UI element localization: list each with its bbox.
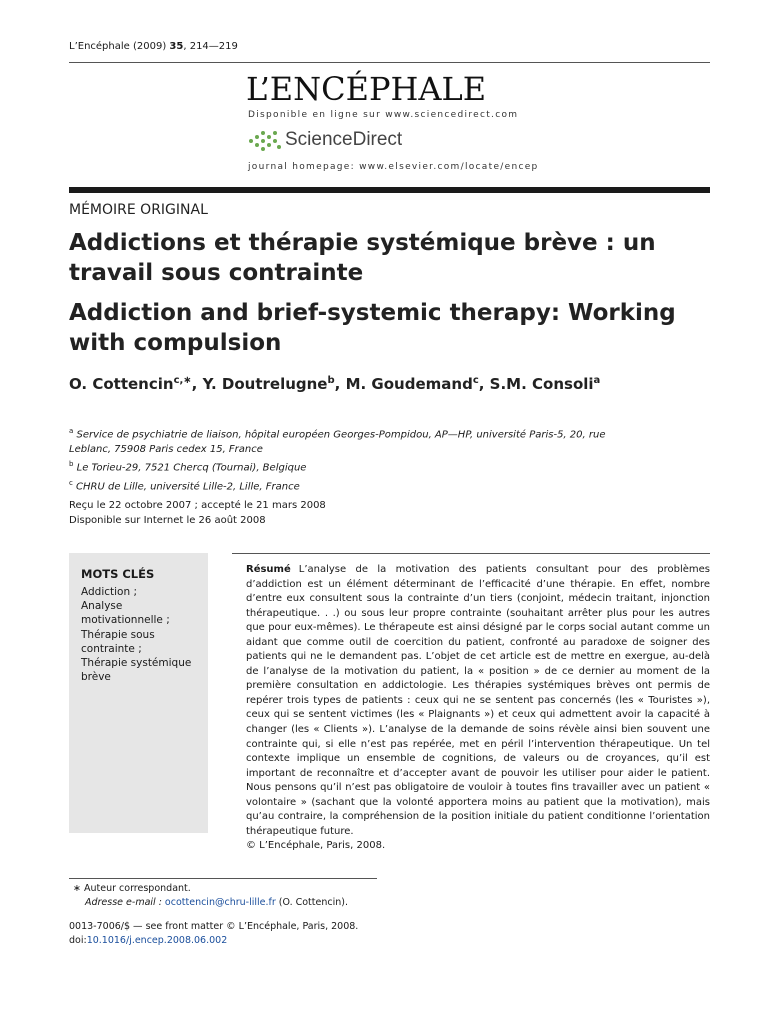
header-thick-rule bbox=[69, 187, 710, 193]
section-label: MÉMOIRE ORIGINAL bbox=[69, 202, 208, 218]
keywords-box bbox=[69, 553, 208, 833]
online-date: Disponible sur Internet le 26 août 2008 bbox=[69, 515, 266, 526]
journal-citation: L’Encéphale (2009) 35, 214—219 bbox=[69, 41, 238, 52]
abstract-copyright: © L’Encéphale, Paris, 2008. bbox=[246, 840, 386, 852]
received-date: Reçu le 22 octobre 2007 ; accepté le 21 mars 2008 bbox=[69, 500, 326, 511]
keyword: Thérapie sous contrainte ; bbox=[81, 628, 155, 655]
sciencedirect-logo[interactable] bbox=[247, 127, 402, 153]
abstract-divider bbox=[232, 553, 710, 554]
author: Y. Doutrelugne$^b$, bbox=[202, 375, 346, 393]
title-french: Addictions et thérapie systémique brève : un travail sous contrainte bbox=[69, 230, 656, 286]
abstract bbox=[246, 563, 710, 854]
header-divider bbox=[69, 62, 710, 63]
abstract-label: Résumé bbox=[246, 564, 291, 575]
keywords-list bbox=[81, 585, 203, 684]
author: S.M. Consoli$^a$ bbox=[489, 375, 601, 393]
corresponding-author: Auteur correspondant. bbox=[84, 883, 191, 894]
footnote-divider bbox=[69, 878, 377, 879]
journal-logo: L’ENCÉPHALE bbox=[246, 70, 487, 108]
author: M. Goudemand$^c$, bbox=[345, 375, 490, 393]
affiliation: $^c$ CHRU de Lille, université Lille-2, Lille, France bbox=[69, 479, 300, 493]
article-dates bbox=[69, 498, 326, 528]
doi-link[interactable]: 10.1016/j.encep.2008.06.002 bbox=[86, 935, 228, 946]
author-list bbox=[69, 375, 600, 393]
abstract-text: L’analyse de la motivation des patients consultant pour des problèmes d’addiction est un élément déterminant de l’efficacité d’une thérapie. En effet, nombre d’entre eux consultent sous la contrainte d’un tiers (conjoint, médecin traitant, injonction thérapeutique. . .) ou sous leur propre contrainte (souhaitant arrêter plus pour les autres que pour eux-mêmes). Le thérapeute est ainsi désigné par le corps social autant comme un aidant que comme outil de coercition du patient, confronté au paradoxe de soigner des patients qui ne le demandent pas. L’objet de cet article est de mettre en exergue, au-delà de l’analyse de la motivation du patient, la « position » de ce dernier au moment de la première consultation en addictologie. Les thérapies systémiques brèves ont permis de repérer trois types de patients : ceux qui ne se sentent pas concernés (les « Touristes »), ceux qui se sentent victimes (les « Plaignants ») et ceux qui admettent avoir la capacité à changer (les « Clients »). L’analyse de la demande de soins révèle ainsi bien souvent une contrainte qui, si elle n’est pas repérée, met en péril l’intervention thérapeutique. Un tel contexte implique un ensemble de cognitions, de valeurs ou de croyances, qu’il est important de reconnaître et d’accepter avant de pouvoir les utiliser pour aider le patient. Nous pensons qu’il n’est pas obligatoire de vouloir à toutes fins travailler avec un patient « volontaire » (sachant que la volonté apportera moins au patient que la motivation), mais qu’au contraire, la compréhension de la position initiale du patient conditionne l’orientation thérapeutique future. bbox=[246, 564, 710, 837]
issn-line: 0013-7006/$ — see front matter © L’Encéphale, Paris, 2008. bbox=[69, 921, 359, 932]
affiliations bbox=[69, 424, 629, 495]
affiliation: $^b$ Le Torieu-29, 7521 Chercq (Tournai), Belgique bbox=[69, 460, 307, 474]
affiliation: $^a$ Service de psychiatrie de liaison, hôpital européen Georges-Pompidou, AP—HP, université Paris-5, 20, rue Leblanc, 75908 Paris cedex 15, France bbox=[69, 427, 606, 455]
available-online-text[interactable]: Disponible en ligne sur www.sciencedirect.com bbox=[248, 110, 519, 120]
email-link[interactable]: ocottencin@chru-lille.fr bbox=[164, 896, 276, 908]
front-matter: 0013-7006/$ — see front matter © L’Encéphale, Paris, 2008. doi:10.1016/j.encep.2008.06.002 bbox=[69, 921, 359, 946]
author: O. Cottencin$^{c,∗}$, bbox=[69, 375, 203, 393]
footnote: ∗ Auteur correspondant. Adresse e-mail : ocottencin@chru-lille.fr (O. Cottencin). bbox=[73, 883, 348, 908]
sciencedirect-dots-icon bbox=[247, 127, 283, 153]
keyword: Thérapie systémique brève bbox=[81, 657, 192, 684]
sciencedirect-name: ScienceDirect bbox=[285, 129, 403, 150]
title-english: Addiction and brief-systemic therapy: Working with compulsion bbox=[69, 300, 676, 356]
keyword: Analyse motivationnelle ; bbox=[81, 600, 170, 627]
journal-homepage[interactable]: journal homepage: www.elsevier.com/locate/encep bbox=[248, 162, 539, 172]
footnote-mark: ∗ bbox=[73, 883, 81, 894]
keyword: Addiction ; bbox=[81, 586, 138, 598]
keywords-title: MOTS CLÉS bbox=[81, 567, 155, 581]
